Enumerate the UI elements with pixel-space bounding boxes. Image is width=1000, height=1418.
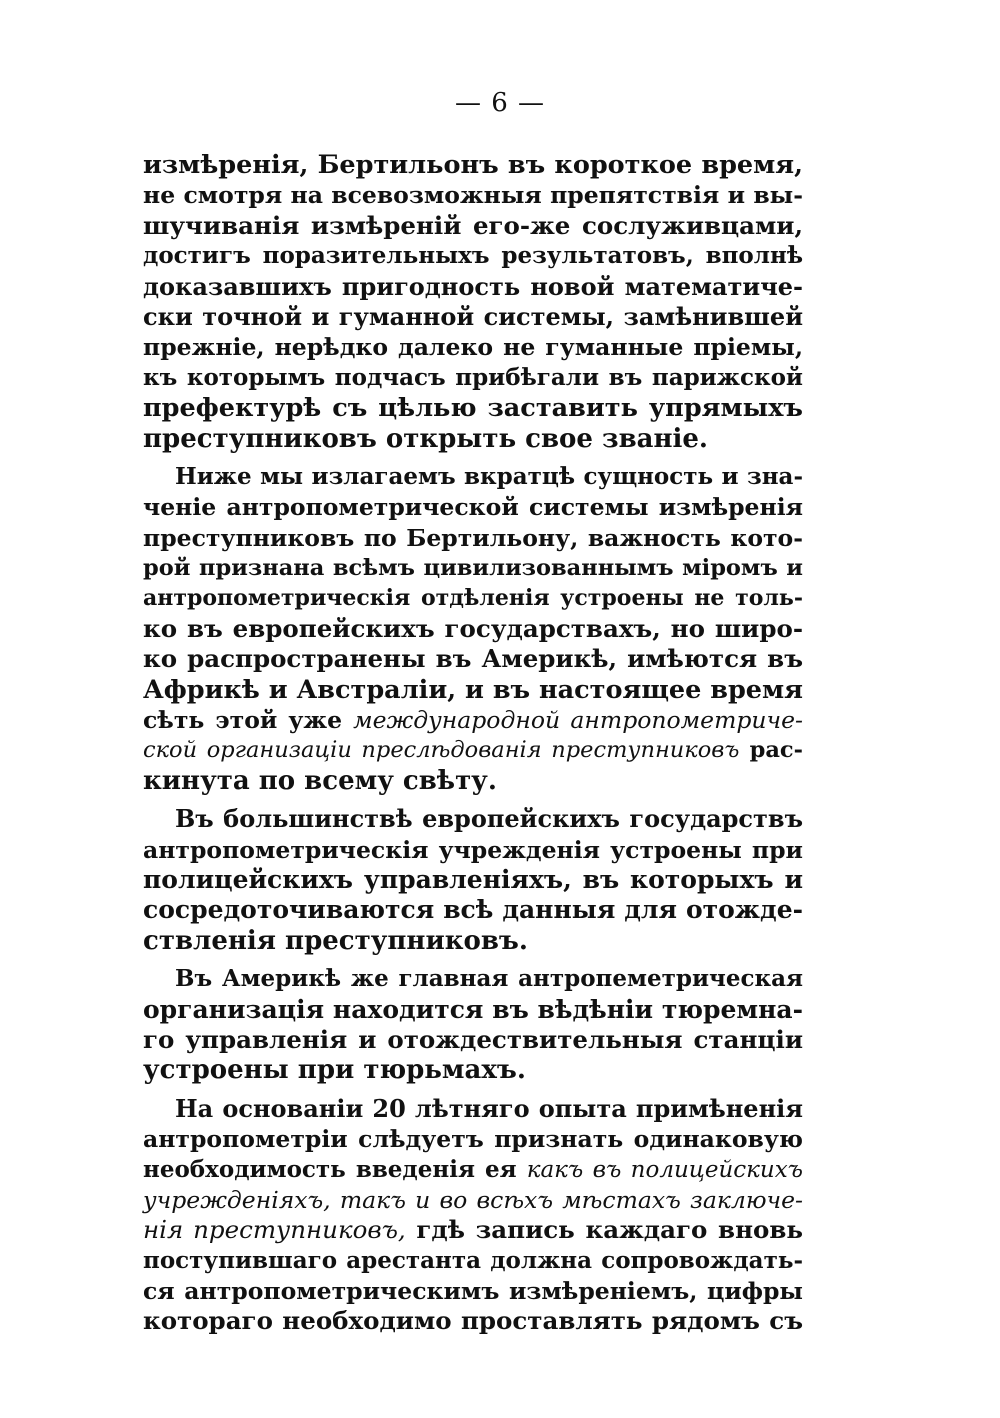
text-line <box>143 1185 803 1215</box>
text-segment: необходимость введенія ея <box>143 1155 517 1183</box>
text-line <box>143 1215 803 1245</box>
text-line: ски точной и гуманной системы, замѣнившей <box>143 301 803 331</box>
text-line: го управленія и отождествительныя станціи <box>143 1024 803 1054</box>
paragraph-5 <box>143 1094 803 1337</box>
text-line: кинута по всему свѣту. <box>143 765 497 796</box>
paragraph-1 <box>143 150 803 454</box>
text-line: котораго необходимо проставлять рядомъ съ <box>143 1306 803 1336</box>
text-line: не смотря на всевозможныя препятствія и вы- <box>143 181 803 210</box>
text-line: достигъ поразительныхъ результатовъ, вполнѣ <box>143 242 803 270</box>
paragraph-2 <box>143 462 803 796</box>
text-line: ко распространены въ Америкѣ, имѣются въ <box>143 644 803 674</box>
italic-text: нія преступниковъ, <box>143 1215 406 1245</box>
text-line: антропометрическія отдѣленія устроены не толь- <box>143 585 803 612</box>
text-line: устроены при тюрьмахъ. <box>143 1055 526 1086</box>
text-line <box>143 735 803 765</box>
text-line <box>143 1155 803 1185</box>
text-line: Въ большинствѣ европейскихъ государствъ <box>175 804 803 834</box>
text-line: поступившаго арестанта должна сопровождать- <box>143 1246 803 1274</box>
italic-text: какъ въ полицейскихъ <box>526 1156 803 1183</box>
text-line: ся антропометрическимъ измѣреніемъ, цифры <box>143 1277 803 1306</box>
text-segment: рас- <box>749 737 803 764</box>
text-line: префектурѣ съ цѣлью заставить упрямыхъ <box>143 393 803 424</box>
text-line: полицейскихъ управленіяхъ, въ которыхъ и <box>143 864 803 894</box>
paragraph-4 <box>143 964 803 1086</box>
text-line: измѣренія, Бертильонъ въ короткое время, <box>143 150 803 180</box>
text-line: ко въ европейскихъ государствахъ, но широ- <box>143 613 803 643</box>
text-line: организація находится въ вѣдѣніи тюремна- <box>143 994 803 1024</box>
text-line: рой признана всѣмъ цивилизованнымъ міромъ и <box>143 555 803 582</box>
text-line <box>143 705 803 735</box>
text-line: антропометріи слѣдуетъ признать одинаковую <box>143 1125 803 1154</box>
text-segment: гдѣ запись каждаго вновь <box>416 1215 803 1245</box>
page-number: — 6 — <box>454 88 546 118</box>
text-line: ченіе антропометрической системы измѣренія <box>143 493 803 522</box>
italic-text: учрежденіяхъ, такъ и во всѣхъ мѣстахъ заключе- <box>143 1185 803 1214</box>
text-line: преступниковъ открыть свое званіе. <box>143 423 708 454</box>
text-line: доказавшихъ пригодность новой математиче- <box>143 271 803 301</box>
text-line: сосредоточиваются всѣ данныя для отожде- <box>143 895 803 925</box>
italic-text: международной антропометриче- <box>353 706 803 735</box>
text-line: Ниже мы излагаемъ вкратцѣ сущность и зна- <box>175 462 803 490</box>
text-segment: сѣть этой уже <box>143 706 343 735</box>
text-line: прежніе, нерѣдко далеко не гуманные пріемы, <box>143 333 803 362</box>
body-text <box>143 150 803 1337</box>
text-line: преступниковъ по Бертильону, важность кото- <box>143 523 803 552</box>
text-line: Африкѣ и Австраліи, и въ настоящее время <box>143 674 804 705</box>
text-line: Въ Америкѣ же главная антропеметрическая <box>175 965 803 993</box>
text-line: шучиванія измѣреній его-же сослуживцами, <box>143 210 803 240</box>
paragraph-3 <box>143 804 803 956</box>
text-line: антропометрическія учрежденія устроены при <box>143 835 803 864</box>
text-line: ствленія преступниковъ. <box>143 925 528 956</box>
italic-text: ской организаціи преслѣдованія преступниковъ <box>143 737 740 764</box>
text-line: къ которымъ подчасъ прибѣгали въ парижской <box>143 363 803 391</box>
text-line: На основаніи 20 лѣтняго опыта примѣненія <box>175 1093 803 1123</box>
